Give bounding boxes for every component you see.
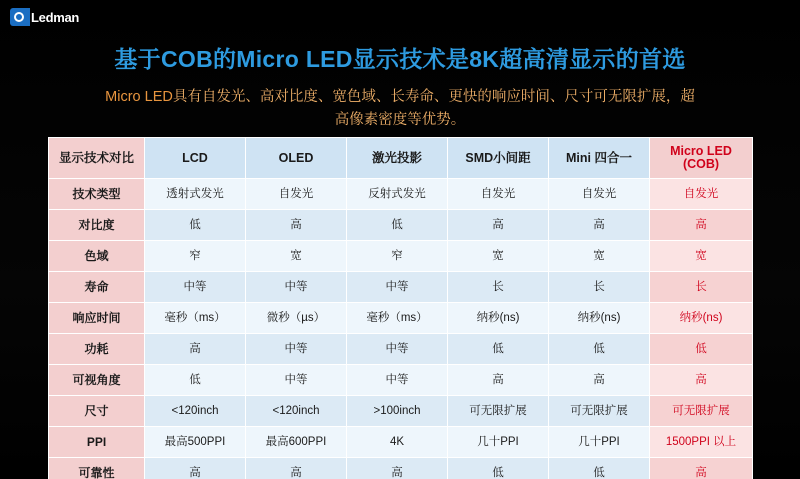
table-cell: 毫秒（ms） (347, 303, 448, 334)
table-cell: 几十PPI (448, 427, 549, 458)
table-cell: 自发光 (448, 179, 549, 210)
table-header-cell: Mini 四合一 (549, 138, 650, 179)
table-cell: 中等 (347, 272, 448, 303)
table-cell: 毫秒（ms） (145, 303, 246, 334)
table-cell-highlight: 高 (650, 458, 753, 479)
table-header-cell-micro-led (650, 138, 753, 179)
table-cell: 低 (145, 365, 246, 396)
table-cell: 低 (145, 210, 246, 241)
table-row (49, 458, 753, 479)
table-row (49, 179, 753, 210)
table-cell-highlight: 纳秒(ns) (650, 303, 753, 334)
row-label: 色域 (49, 241, 145, 272)
table-cell-highlight: 低 (650, 334, 753, 365)
table-header-cell: 激光投影 (347, 138, 448, 179)
table-cell: 低 (347, 210, 448, 241)
table-cell: 自发光 (549, 179, 650, 210)
table-cell: 中等 (347, 365, 448, 396)
table-cell: 中等 (347, 334, 448, 365)
table-cell: 高 (448, 210, 549, 241)
row-label: 可靠性 (49, 458, 145, 479)
table-cell: 宽 (549, 241, 650, 272)
table-cell: 自发光 (246, 179, 347, 210)
table-cell: <120inch (246, 396, 347, 427)
table-cell: 几十PPI (549, 427, 650, 458)
table-cell: 中等 (145, 272, 246, 303)
comparison-table-wrapper (48, 137, 752, 479)
ledman-logo-icon (10, 8, 30, 26)
table-row (49, 241, 753, 272)
table-cell: 窄 (347, 241, 448, 272)
logo-text: Ledman (31, 9, 80, 25)
table-row (49, 272, 753, 303)
subtitle (100, 86, 700, 132)
table-cell: 中等 (246, 334, 347, 365)
table-cell: <120inch (145, 396, 246, 427)
table-cell: >100inch (347, 396, 448, 427)
table-cell-highlight: 高 (650, 365, 753, 396)
table-row (49, 210, 753, 241)
table-cell: 最高500PPI (145, 427, 246, 458)
table-cell: 高 (145, 334, 246, 365)
row-label: PPI (49, 427, 145, 458)
subtitle-lead: Micro LED (105, 89, 173, 105)
table-cell: 4K (347, 427, 448, 458)
table-cell: 宽 (448, 241, 549, 272)
table-cell: 高 (145, 458, 246, 479)
header-line-2: (COB) (682, 157, 720, 171)
table-cell: 高 (549, 365, 650, 396)
comparison-table (48, 137, 753, 479)
table-row (49, 303, 753, 334)
table-cell-highlight: 长 (650, 272, 753, 303)
table-cell: 低 (448, 458, 549, 479)
table-cell: 中等 (246, 272, 347, 303)
table-header-cell: LCD (145, 138, 246, 179)
subtitle-rest: 具有自发光、高对比度、宽色域、长寿命、更快的响应时间、尺寸可无限扩展，超高像素密度等优势。 (172, 89, 695, 128)
table-header-cell: SMD小间距 (448, 138, 549, 179)
ledman-logo (10, 6, 88, 28)
row-label: 对比度 (49, 210, 145, 241)
table-cell-highlight: 自发光 (650, 179, 753, 210)
table-cell: 透射式发光 (145, 179, 246, 210)
page-title: 基于COB的Micro LED显示技术是8K超高清显示的首选 (114, 46, 686, 72)
table-cell: 高 (549, 210, 650, 241)
table-cell-highlight: 宽 (650, 241, 753, 272)
row-label: 尺寸 (49, 396, 145, 427)
table-cell: 宽 (246, 241, 347, 272)
table-cell: 微秒（µs） (246, 303, 347, 334)
table-cell: 反射式发光 (347, 179, 448, 210)
header-line-1: Micro LED (670, 144, 732, 158)
row-label: 功耗 (49, 334, 145, 365)
table-cell-highlight: 1500PPI 以上 (650, 427, 753, 458)
table-cell: 纳秒(ns) (549, 303, 650, 334)
table-cell-highlight: 可无限扩展 (650, 396, 753, 427)
table-cell: 可无限扩展 (448, 396, 549, 427)
table-cell-highlight: 高 (650, 210, 753, 241)
table-cell: 中等 (246, 365, 347, 396)
table-cell: 低 (549, 458, 650, 479)
table-cell: 可无限扩展 (549, 396, 650, 427)
row-label: 响应时间 (49, 303, 145, 334)
table-row (49, 396, 753, 427)
table-header-cell: 显示技术对比 (49, 138, 145, 179)
table-cell: 长 (448, 272, 549, 303)
row-label: 寿命 (49, 272, 145, 303)
table-row (49, 365, 753, 396)
table-cell: 高 (448, 365, 549, 396)
table-cell: 最高600PPI (246, 427, 347, 458)
table-cell: 纳秒(ns) (448, 303, 549, 334)
table-cell: 高 (246, 458, 347, 479)
row-label: 可视角度 (49, 365, 145, 396)
table-cell: 高 (246, 210, 347, 241)
table-cell: 窄 (145, 241, 246, 272)
table-row (49, 334, 753, 365)
row-label: 技术类型 (49, 179, 145, 210)
table-header-cell: OLED (246, 138, 347, 179)
table-row (49, 427, 753, 458)
table-cell: 低 (549, 334, 650, 365)
table-cell: 长 (549, 272, 650, 303)
table-header-row (49, 138, 753, 179)
table-cell: 高 (347, 458, 448, 479)
table-cell: 低 (448, 334, 549, 365)
